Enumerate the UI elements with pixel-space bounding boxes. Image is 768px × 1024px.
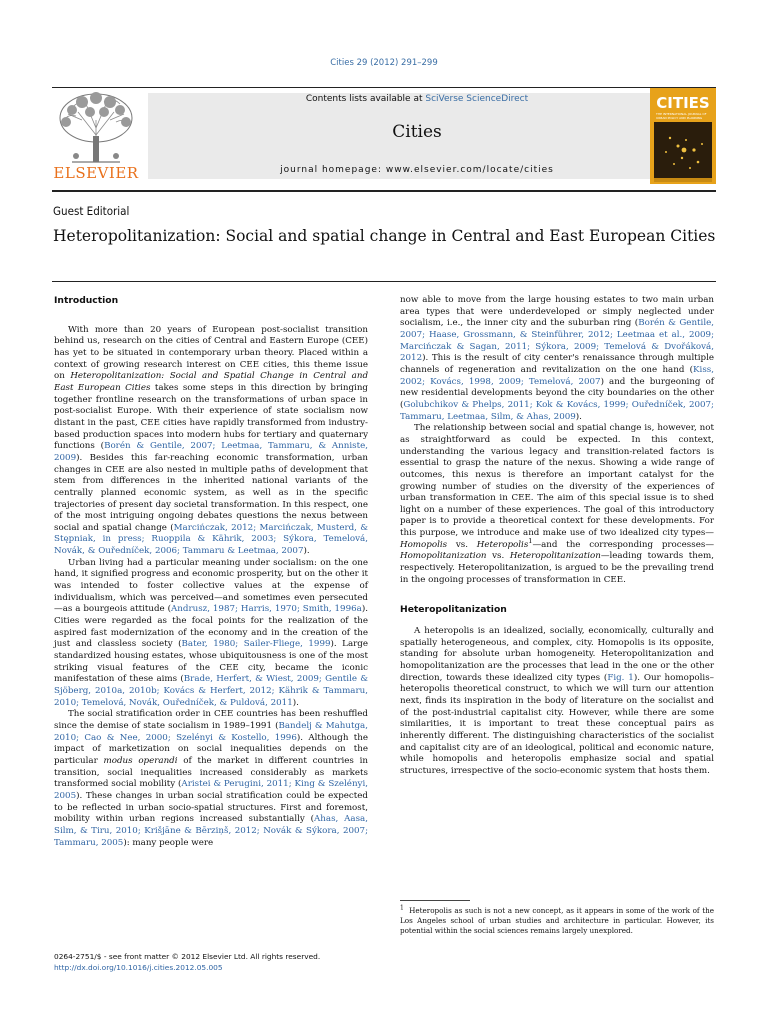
- journal-homepage[interactable]: journal homepage: www.elsevier.com/locate/cities: [280, 165, 554, 175]
- introduction-heading: Introduction: [54, 295, 119, 306]
- paragraph: A heteropolis is an idealized, socially, economically, culturally and spatially heterogeneous, and complex, city. Homopolis is its opposite, standing for absolute urban homogeneity. Heteropolitanization and homopolitanization are the processes that lead in the one or the other direction, towards these idealized city types (Fig. 1). Our homopolis–heteropolis theoretical construct, to which we will turn our attention next, finds its inspiration in the body of literature on the socialist and of the post-industrial capitalist city. However, while there are some similarities, it is important to treat these conceptual pairs as inherently different. The distinguishing characteristics of the socialist and capitalist city are of an ideological, political and economic nature, while homopolis and heteropolis emphasize social and spatial structures, irrespective of the socio-economic system that hosts them.: [400, 626, 715, 776]
- citation-link[interactable]: Ahas, Aasa, Silm, & Tiru, 2010; Krišjāne & Bērziņš, 2012; Novák & Sýkora, 2007; Tammaru, 2005: [54, 814, 368, 848]
- figure-link[interactable]: Fig. 1: [607, 672, 634, 683]
- paragraph: now able to move from the large housing estates to two main urban area types that were underdeveloped or simply neglected under socialism, i.e., the inner city and the suburban ring (Borén & Gentile, 2007; Haase, Grossmann, & Steinführer, 2012; Leetmaa et al., 2009; Marcińczak & Sagan, 2011; Sýkora, 2009; Temelová & Dvořáková, 2012). This is the result of city center's renaissance through multiple channels of regeneration and revitalization on the one hand (Kiss, 2002; Kovács, 1998, 2009; Temelová, 2007) and the burgeoning of new residential developments beyond the city boundaries on the other (Golubchikov & Phelps, 2011; Kok & Kovács, 1999; Ouředníček, 2007; Tammaru, Leetmaa, Silm, & Ahas, 2009).: [400, 295, 715, 422]
- citation-link[interactable]: Borén & Gentile, 2007; Haase, Grossmann, & Steinführer, 2012; Leetmaa et al., 2009; Marcińczak & Sagan, 2011; Sýkora, 2009; Temelová & Dvořáková, 2012: [400, 318, 714, 364]
- footnote-rule: [400, 900, 470, 901]
- footnote-text: Heteropolis as such is not a new concept, as it appears in some of the work of the Los Angeles school of urban studies and architecture in particular. However, its potential within the social sciences remains largely unexplored.: [400, 906, 714, 935]
- paragraph: The relationship between social and spatial change is, however, not as straightforward as could be expected. In this context, understanding the various legacy and transition-related factors is essential to grasp the nature of the nexus. Showing a wide range of outcomes, this nexus is therefore an important catalyst for the growing number of studies on the diversity of the experiences of urban transformation in CEE. The aim of this special issue is to shed light on a number of these experiences. The goal of this introductory paper is to provide a theoretical context for these developments. For this purpose, we introduce and make use of two idealized city types—Homopolis vs. Heteropolis$^1$—and the corresponding processes—Homopolitanization vs. Heteropolitanization—leading towards them, respectively. Heteropolitanization, is argued to be the prevailing trend in the ongoing processes of transformation in CEE.: [400, 423, 715, 585]
- paragraph: The social stratification order in CEE countries has been reshuffled since the demise of state socialism in 1989–1991 (Bandelj & Mahutga, 2010; Cao & Nee, 2000; Szelényi & Kostello, 1996). Although the impact of marketization on social inequalities depends on the particular modus operandi of the market in different countries in transition, social inequalities increased considerably as markets transformed social mobility (Aristei & Perugini, 2011; King & Szelényi, 2005). These changes in urban social stratification could be expected to be reflected in urban socio-spatial structures. First and foremost, mobility within urban regions increased substantially (Ahas, Aasa, Silm, & Tiru, 2010; Krišjāne & Bērziņš, 2012; Novák & Sýkora, 2007; Tammaru, 2005): many people were: [54, 709, 369, 848]
- citation-link[interactable]: Golubchikov & Phelps, 2011; Kok & Kovács, 1999; Ouředníček, 2007; Tammaru, Leetmaa, Silm, & Ahas, 2009: [400, 399, 714, 422]
- citation-link[interactable]: Andrusz, 1987; Harris, 1970; Smith, 1996a: [171, 604, 362, 615]
- cover-title: CITIES: [656, 94, 710, 112]
- citation-link[interactable]: Brade, Herfert, & Wiest, 2009; Gentile & Sjöberg, 2010a, 2010b; Kovács & Herfert, 2012; Kährik & Tammaru, 2010; Temelová, Novák, Ouředníček, & Puldová, 2011: [54, 674, 369, 708]
- paragraph: Urban living had a particular meaning under socialism: on the one hand, it signified progress and economic prosperity, but on the other it was intended to foster collective values at the expense of individualism, which was perceived—and sometimes even persecuted—as a bourgeois attitude (Andrusz, 1987; Harris, 1970; Smith, 1996a). Cities were regarded as the focal points for the realization of the aspired fast modernization of the economy and in the creation of the just and classless society (Bater, 1980; Sailer-Fliege, 1999). Large standardized housing estates, whose ubiquitousness is one of the most striking visual features of the CEE city, became the iconic manifestation of these aims (Brade, Herfert, & Wiest, 2009; Gentile & Sjöberg, 2010a, 2010b; Kovács & Herfert, 2012; Kährik & Tammaru, 2010; Temelová, Novák, Ouředníček, & Puldová, 2011).: [54, 557, 369, 708]
- citation-link[interactable]: Kiss, 2002; Kovács, 1998, 2009; Temelová, 2007: [400, 364, 714, 387]
- citation-link[interactable]: Bater, 1980; Sailer-Fliege, 1999: [181, 639, 331, 650]
- paragraph: With more than 20 years of European post-socialist transition behind us, research on the cities of Central and Eastern Europe (CEE) has yet to be situated in contemporary urban theory. Placed within a context of growing research interest on CEE cities, this theme issue on Heteropolitanization: Social and Spatial Change in Central and East European Cities takes some steps in this direction by bringing together frontline research on the transformations of urban space in post-socialist Europe. With their experience of state socialism now distant in the past, CEE cities have rapidly transformed from industry-based production spaces into modern hubs for tertiary and quaternary functions (Borén & Gentile, 2007; Leetmaa, Tammaru, & Anniste, 2009). Besides this far-reaching economic transformation, urban changes in CEE are also nested in multiple paths of development that stem from differences in the inherited national variants of the centrally planned economic system, as well as in the specific trajectories of present day societal transformation. In this respect, one of the most intriguing ongoing debates questions the nexus between social and spatial change (Marcińczak, 2012; Marcińczak, Musterd, & Stępniak, in press; Ruoppila & Kährik, 2003; Sýkora, Temelová, Novák, & Ouředníček, 2006; Tammaru & Leetmaa, 2007).: [54, 324, 369, 557]
- contents-line: [148, 94, 686, 104]
- elsevier-logo: [52, 90, 140, 184]
- left-column: [54, 295, 368, 849]
- citation-link[interactable]: Bandelj & Mahutga, 2010; Cao & Nee, 2000; Szelényi & Kostello, 1996: [54, 720, 368, 743]
- elsevier-wordmark: ELSEVIER: [53, 164, 139, 182]
- copyright-line: 0264-2751/$ - see front matter © 2012 Elsevier Ltd. All rights reserved.: [54, 952, 321, 961]
- journal-cover: [650, 88, 716, 184]
- journal-citation: Cities 29 (2012) 291–299: [330, 58, 438, 68]
- article-title: Heteropolitanization: Social and spatial change in Central and East European Cities: [53, 227, 716, 245]
- footnote: [400, 906, 714, 936]
- footnote-number: 1: [400, 904, 404, 912]
- sciencedirect-link[interactable]: SciVerse ScienceDirect: [425, 94, 529, 104]
- citation-link[interactable]: Borén & Gentile, 2007; Leetmaa, Tammaru, & Anniste, 2009: [54, 441, 369, 463]
- citation-link[interactable]: Marcińczak, 2012; Marcińczak, Musterd, & Stępniak, in press; Ruoppila & Kährik, 2003; Sýkora, Temelová, Novák, & Ouředníček, 2006; Tammaru & Leetmaa, 2007: [54, 522, 368, 557]
- citation-link[interactable]: Aristei & Perugini, 2011; King & Szelényi, 2005: [54, 779, 368, 801]
- doi-link[interactable]: http://dx.doi.org/10.1016/j.cities.2012.05.005: [54, 963, 223, 972]
- journal-name: Cities: [392, 122, 442, 142]
- title-rule: [52, 281, 716, 282]
- bottom-info: [54, 951, 320, 973]
- contents-prefix: Contents lists available at: [305, 94, 426, 104]
- journal-header: [52, 88, 714, 188]
- header-bottom-rule: [52, 190, 716, 192]
- article-type: Guest Editorial: [53, 204, 130, 218]
- heteropolitanization-heading: Heteropolitanization: [400, 604, 507, 616]
- cover-subtitle: THE INTERNATIONAL JOURNAL OF URBAN POLICY AND PLANNING: [656, 112, 707, 120]
- right-column: [400, 295, 714, 778]
